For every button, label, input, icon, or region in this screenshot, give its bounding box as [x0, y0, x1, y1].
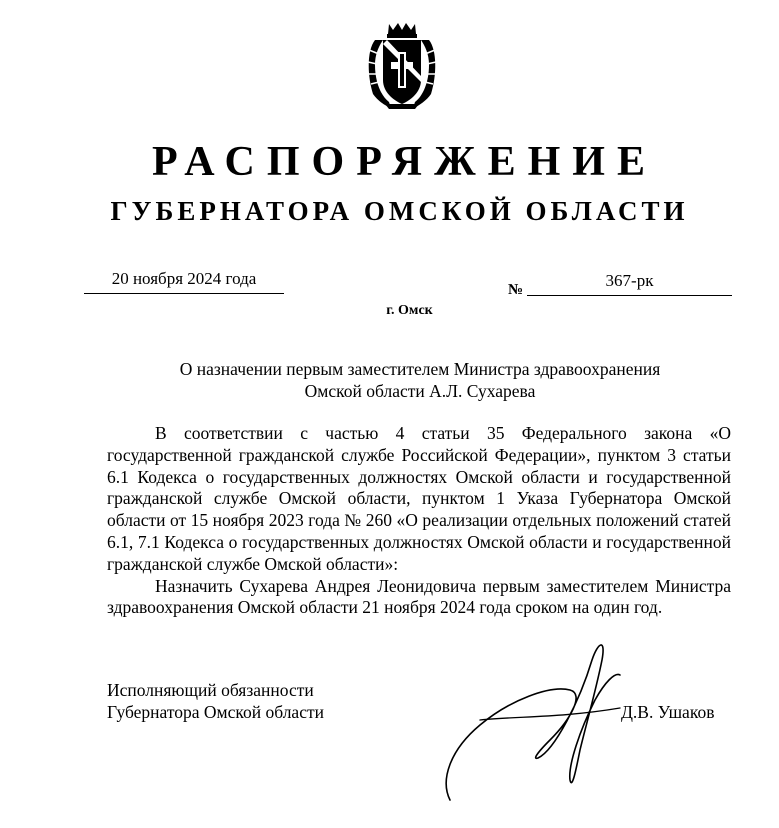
document-title: РАСПОРЯЖЕНИЕ: [152, 139, 657, 185]
subject-line-1: О назначении первым заместителем Министра здравоохранения: [179, 359, 661, 379]
signatory-name: Д.В. Ушаков: [621, 702, 715, 722]
number-sign: №: [508, 282, 524, 298]
document-subtitle: ГУБЕРНАТОРА ОМСКОЙ ОБЛАСТИ: [110, 196, 689, 226]
document-number: 367-рк: [527, 270, 732, 296]
signatory-position-line-1: Исполняющий обязанности: [107, 680, 314, 700]
signatory-position: [107, 680, 324, 723]
document-body: [107, 423, 731, 619]
document-subject: [100, 358, 740, 402]
omsk-coat-of-arms-icon: [365, 20, 439, 110]
document-city: г. Омск: [386, 303, 433, 318]
signatory-position-line-2: Губернатора Омской области: [107, 701, 324, 722]
body-paragraph-1: В соответствии с частью 4 статьи 35 Федерального закона «О государственной гражданской службе Российской Федерации», пунктом 3 статьи 6.1 Кодекса о государственных должностях Омской области и государственной гражданской службе Омской области, пунктом 1 Указа Губернатора Омской области от 15 ноября 2023 года № 260 «О реализации отдельных положений статей 6.1, 7.1 Кодекса о государственных должностях Омской области и государственной гражданской службе Омской области»:: [107, 423, 731, 574]
handwritten-signature-icon: [420, 630, 630, 810]
body-paragraph-2: Назначить Сухарева Андрея Леонидовича первым заместителем Министра здравоохранения Омской области 21 ноября 2024 года сроком на один год.: [107, 575, 731, 618]
document-date: 20 ноября 2024 года: [84, 268, 284, 294]
subject-line-2: Омской области А.Л. Сухарева: [304, 381, 536, 401]
